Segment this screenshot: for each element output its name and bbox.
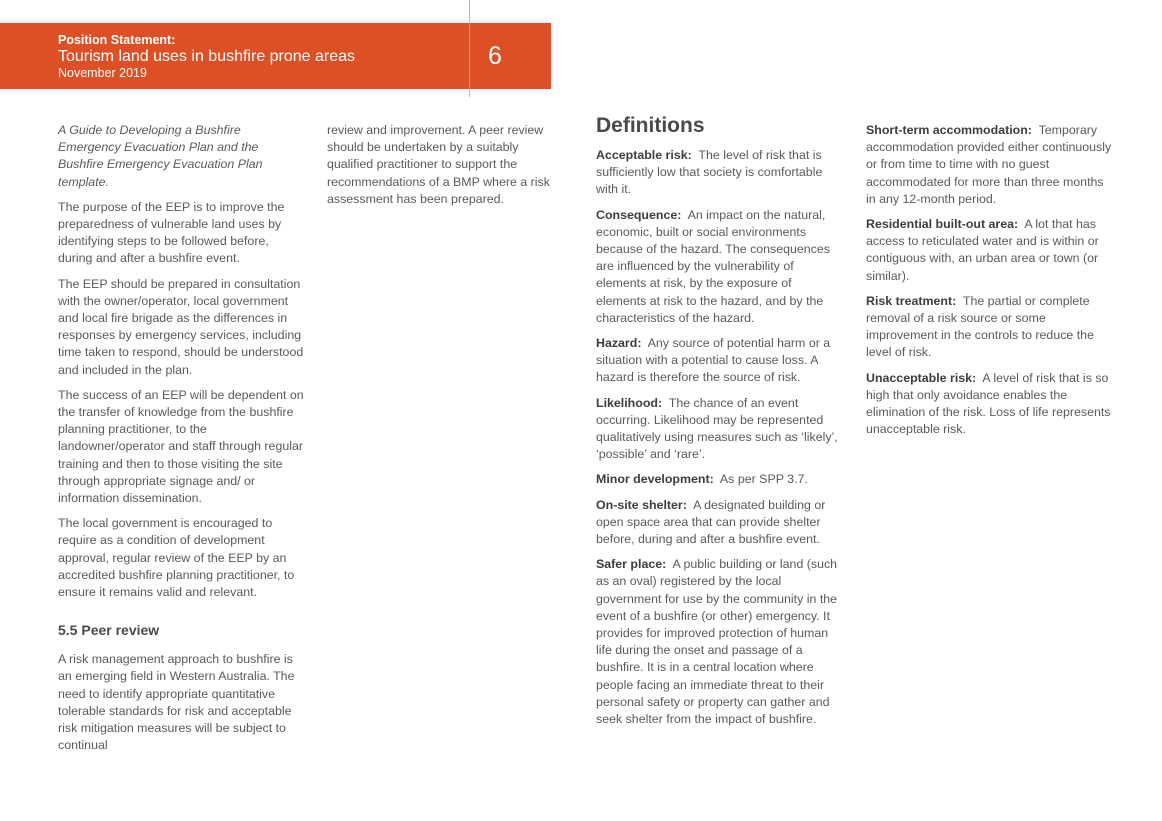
paragraph: The success of an EEP will be dependent on the transfer of knowledge from the bushfire planning practitioner, to the landowner/operator and staff through regular training and then to those visiting the site through appropriate signage and/ or information dissemination. (58, 387, 304, 506)
definition-text: The partial or complete removal of a risk source or some improvement in the controls to reduce the level of risk. (866, 293, 1094, 360)
definition-text: A level of risk that is so high that only avoidance enables the elimination of the risk. Loss of life represents unacceptable risk. (866, 370, 1111, 437)
definition-text: An impact on the natural, economic, built or social environments because of the hazard. The consequences are influenced by the vulnerability of elements at risk, by the exposure of elements at risk to the hazard, and by the characteristics of the hazard. (596, 207, 830, 325)
definition-item (866, 216, 1114, 285)
paragraph: A Guide to Developing a Bushfire Emergency Evacuation Plan and the Bushfire Emergency Evacuation Plan template. (58, 123, 263, 189)
definition-term: Residential built-out area: (866, 217, 1019, 232)
definition-term: Risk treatment: (866, 293, 957, 308)
definition-item (596, 147, 844, 199)
paragraph: The purpose of the EEP is to improve the preparedness of vulnerable land uses by identifying steps to be followed before, during and after a bushfire event. (58, 199, 285, 266)
definition-item (596, 497, 844, 549)
section-heading-peer-review: 5.5 Peer review (58, 622, 160, 639)
definition-text: A public building or land (such as an oval) registered by the local government for use by the community in the event of a bushfire (or other) emergency. It provides for improved protection of human life during the onset and passage of a bushfire. It is in a central location where people facing an immediate threat to their personal safety or property can gather and seek shelter from the impact of bushfire. (596, 557, 838, 727)
page-divider-line (469, 0, 470, 97)
definition-text: The chance of an event occurring. Likelihood may be represented qualitatively using measures such as ‘likely’, ‘possible’ and ‘rare’. (596, 395, 838, 462)
definition-text: As per SPP 3.7. (719, 472, 808, 487)
definition-item (596, 207, 844, 327)
definition-term: Acceptable risk: (596, 148, 692, 162)
definition-item (866, 122, 1114, 208)
definition-term: Safer place: (596, 557, 667, 572)
document-title: Tourism land uses in bushfire prone areas (58, 48, 356, 65)
definition-text: Any source of potential harm or a situation with a potential to cause loss. A hazard is therefore the source of risk. (596, 336, 831, 385)
definition-item (596, 556, 844, 728)
definition-term: Hazard: (596, 336, 642, 351)
definition-text: A lot that has access to reticulated water and is within or contiguous with, an urban area or town (or similar). (866, 217, 1099, 283)
definition-term: Short-term accommodation: (866, 123, 1032, 137)
paragraph: review and improvement. A peer review should be undertaken by a suitably qualified practitioner to support the recommendations of a BMP where a risk assessment has been prepared. (327, 123, 550, 206)
definition-term: Unacceptable risk: (866, 370, 977, 385)
definition-item (596, 335, 844, 387)
definition-item (596, 471, 844, 488)
paragraph: A risk management approach to bushfire is an emerging field in Western Australia. The need to identify appropriate quantitative tolerable standards for risk and acceptable risk mitigation measures will be subject to continual (58, 652, 295, 753)
column-3 (596, 114, 844, 736)
definition-item (866, 370, 1114, 439)
paragraph: The EEP should be prepared in consultation with the owner/operator, local government and local fire brigade as the differences in responses by emergency services, including time taken to respond, should be understood and included in the plan. (58, 276, 304, 377)
page-number: 6 (488, 42, 502, 70)
definition-term: On-site shelter: (596, 497, 687, 512)
definition-item (596, 395, 844, 464)
column-2 (327, 122, 559, 216)
definition-term: Likelihood: (596, 395, 663, 410)
definitions-heading: Definitions (596, 114, 705, 137)
column-4 (866, 122, 1114, 446)
definition-text: Temporary accommodation provided either continuously or from time to time with no guest accommodated for more than three months in any 12-month period. (866, 123, 1112, 206)
column-1 (58, 122, 306, 763)
definition-term: Consequence: (596, 207, 682, 222)
definition-text: A designated building or open space area that can provide shelter before, during and after a bushfire event. (596, 497, 826, 547)
definition-term: Minor development: (596, 472, 714, 487)
paragraph: The local government is encouraged to require as a condition of development approval, regular review of the EEP by an accredited bushfire planning practitioner, to ensure it remains valid and relevant. (58, 516, 295, 600)
document-date: November 2019 (58, 66, 147, 80)
definition-item (866, 293, 1114, 362)
document-type-label: Position Statement: (58, 33, 176, 47)
definition-text: The level of risk that is sufficiently low that society is comfortable with it. (596, 148, 823, 197)
